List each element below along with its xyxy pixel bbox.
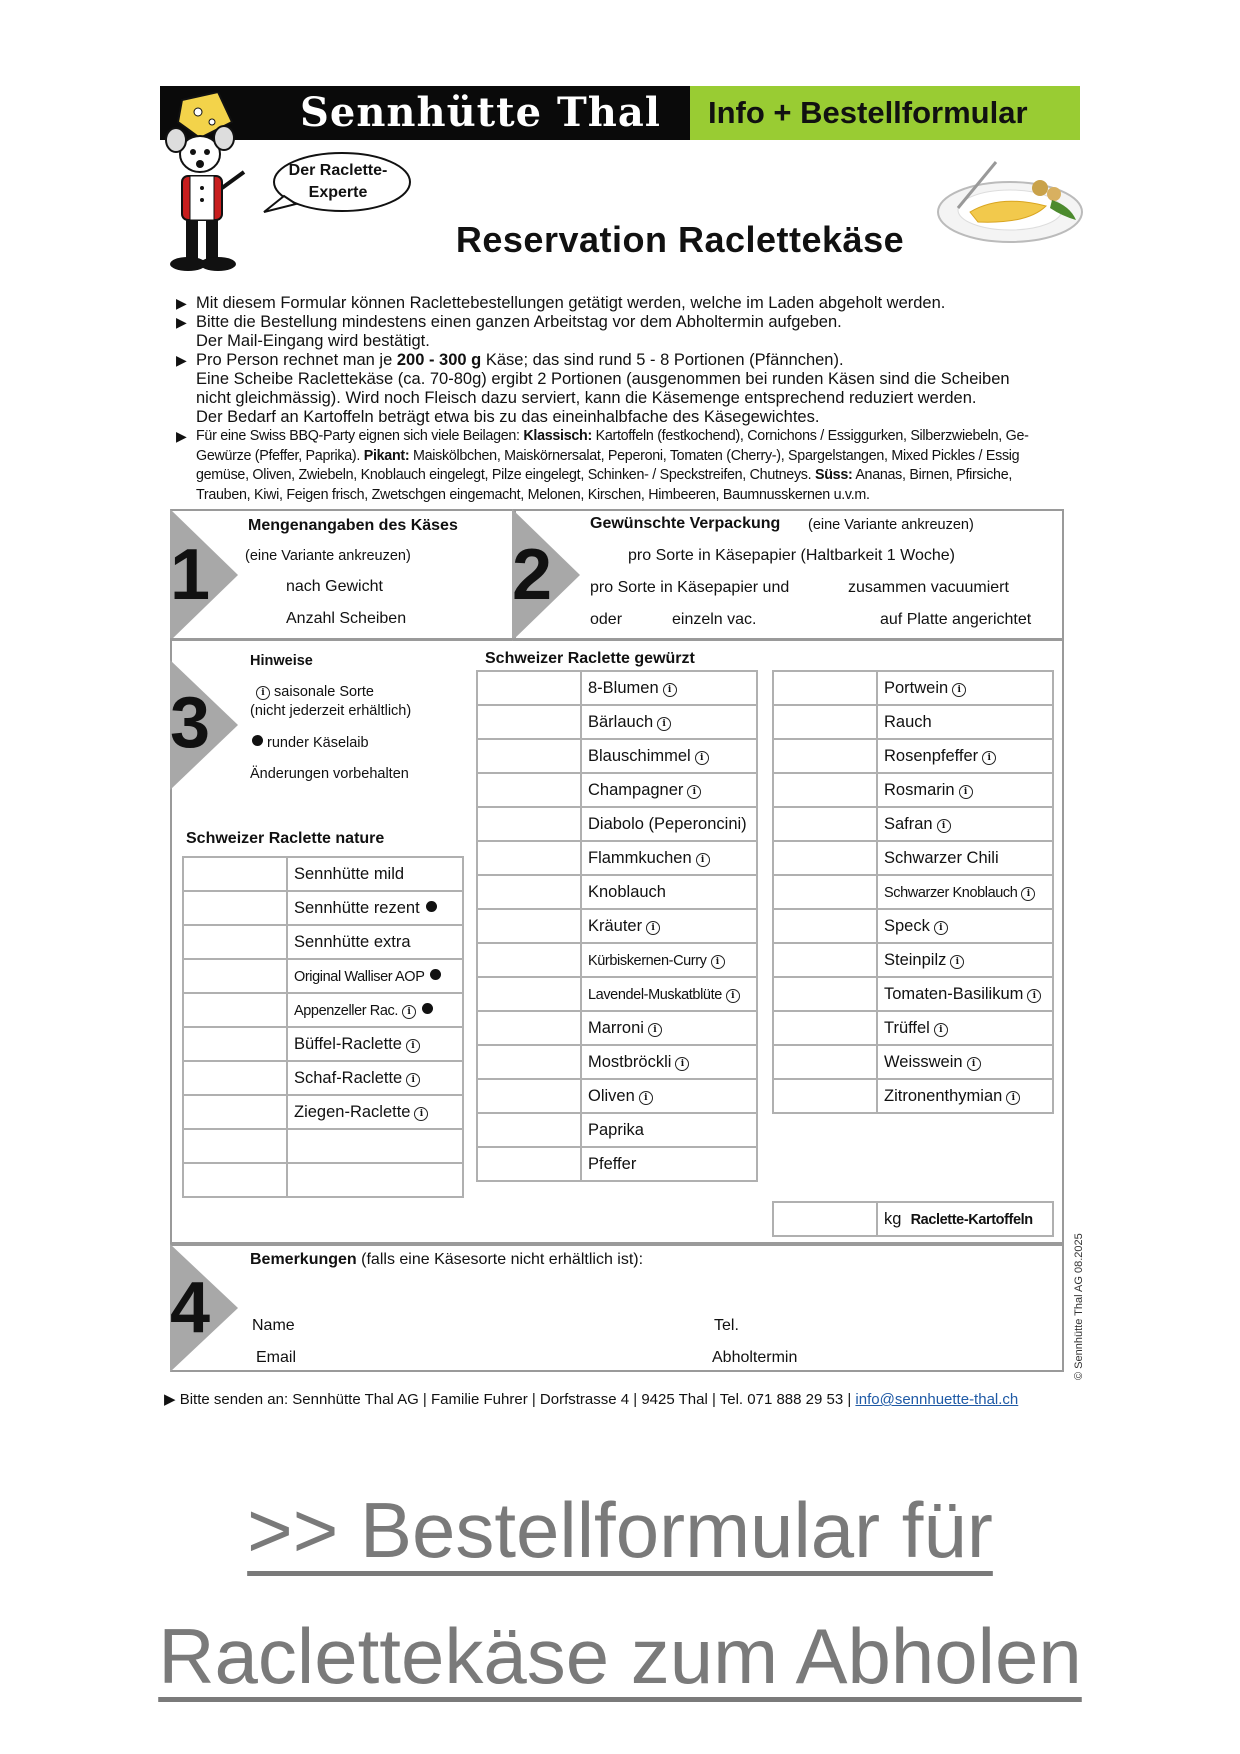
cheese-name: Portwein xyxy=(884,678,949,697)
bubble-line-2: Experte xyxy=(308,184,368,201)
cheese-label xyxy=(287,1163,463,1197)
intro-text: ▶ Mit diesem Formular können Raclettebestellungen getätigt werden, welche im Laden abgeholt werden. ▶ Bitte die Bestellung mindestens einen ganzen Arbeitstag vor dem Abholtermin aufgeben. Der Mail-Eingang wird bestätigt. ▶ Pro Person rechnet man je 200 - 300 g Käse; das sind rund 5 - 8 Portionen (Pfännchen). Eine Scheibe Raclettekäse (ca. 70-80g) ergibt 2 Portionen (ausgenommen bei runden Käsen sind die Scheiben nicht gleichmässig). Wird noch Fleisch dazu serviert, kann die Käsemenge entsprechend reduziert werden. Der Bedarf an Kartoffeln beträgt etwa bis zu das eineinhalbfache des Käsegewichtes. ▶ Für eine Swiss BBQ-Party eignen sich viele Beilagen: Klassisch: Kartoffeln (festkochend), Cornichons / Essiggurken, Silberzwiebeln, Ge- Gewürze (Pfeffer, Paprika). Pikant: Maiskölbchen, Maiskörnersalat, Peperoni, Tomaten (Cherry-), Spargelstangen, Mixed Pickles / Essig gemüse, Oliven, Zwiebeln, Knoblauch eingelegt, Pilze eingelegt, Schinken- / Speckstreifen, Chutneys. Süss: Ananas, Birnen, Pfirsiche, Trauben, Kiwi, Feigen frisch, Zwetschgen eingemacht, Melonen, Kirschen, Himbeeren, Baumnusskernen u.v.m. xyxy=(176,294,1029,503)
table-row xyxy=(183,857,463,891)
quantity-input[interactable] xyxy=(477,943,581,977)
round-wheel-icon xyxy=(426,901,437,912)
order-form-link-line-2[interactable] xyxy=(0,1606,1240,1706)
bemerkungen-label xyxy=(250,1250,643,1270)
cheese-name: Steinpilz xyxy=(884,950,947,969)
cheese-name: Ziegen-Raclette xyxy=(294,1102,411,1121)
quantity-input[interactable] xyxy=(773,773,877,807)
cheese-name: Schaf-Raclette xyxy=(294,1068,403,1087)
intro-bullet-3-line-2: Eine Scheibe Raclettekäse (ca. 70-80g) ergibt 2 Portionen (ausgenommen bei runden Käsen sind die Scheiben xyxy=(196,370,1010,388)
cheese-label xyxy=(877,977,1053,1011)
quantity-input[interactable] xyxy=(477,807,581,841)
quantity-input[interactable] xyxy=(773,1202,877,1236)
cheese-label xyxy=(877,909,1053,943)
nature-table xyxy=(182,856,464,1198)
page-title: Reservation Raclettekäse xyxy=(455,219,905,260)
section-1-number: 1 xyxy=(170,535,211,615)
cheese-label xyxy=(287,857,463,891)
cheese-label xyxy=(877,943,1053,977)
order-form-link-line-1[interactable] xyxy=(0,1480,1240,1580)
table-row xyxy=(773,1045,1053,1079)
cheese-label xyxy=(287,1027,463,1061)
bemerkungen-hint: (falls eine Käsesorte nicht erhältlich ist): xyxy=(361,1251,644,1268)
kartoffeln-table xyxy=(772,1201,1054,1237)
table-row xyxy=(183,1129,463,1163)
info-icon: i xyxy=(406,1039,420,1053)
info-icon: i xyxy=(959,785,973,799)
cheese-name: Sennhütte rezent xyxy=(294,898,420,917)
info-icon: i xyxy=(657,717,671,731)
round-wheel-icon xyxy=(422,1003,433,1014)
intro-bullet-4-e: gemüse, Oliven, Zwiebeln, Knoblauch eingelegt, Pilze eingelegt, Schinken- / Speckstreifen, Chutneys. xyxy=(196,467,815,483)
quantity-input[interactable] xyxy=(773,841,877,875)
table-row xyxy=(773,977,1053,1011)
table-row xyxy=(477,739,757,773)
order-form-link-text-2[interactable]: Raclettekäse zum Abholen xyxy=(158,1612,1082,1700)
table-row xyxy=(477,1045,757,1079)
info-icon: i xyxy=(726,989,740,1003)
kg-unit: kg xyxy=(884,1209,902,1228)
info-icon: i xyxy=(982,751,996,765)
tel-field[interactable] xyxy=(760,1312,1050,1338)
cheese-label xyxy=(877,841,1053,875)
cheese-label xyxy=(877,1079,1053,1113)
table-row xyxy=(773,1011,1053,1045)
quantity-input[interactable] xyxy=(477,773,581,807)
cheese-label xyxy=(581,1011,757,1045)
cheese-label xyxy=(877,739,1053,773)
quantity-input[interactable] xyxy=(477,909,581,943)
table-row xyxy=(477,705,757,739)
cheese-label xyxy=(581,739,757,773)
section-3-number: 3 xyxy=(170,683,211,763)
quantity-input[interactable] xyxy=(477,705,581,739)
table-row xyxy=(477,807,757,841)
nature-title: Schweizer Raclette nature xyxy=(186,830,385,847)
option-zusammen-vacuumiert[interactable]: zusammen vacuumiert xyxy=(848,579,1009,596)
option-auf-platte[interactable]: auf Platte angerichtet xyxy=(880,611,1032,628)
section-1-hint: (eine Variante ankreuzen) xyxy=(245,548,411,564)
cheese-label xyxy=(287,1095,463,1129)
cheese-label xyxy=(877,1045,1053,1079)
table-row xyxy=(477,1079,757,1113)
kartoffeln-text: Raclette-Kartoffeln xyxy=(910,1211,1033,1228)
info-icon: i xyxy=(648,1023,662,1037)
table-row xyxy=(773,1202,1053,1236)
section-2-number: 2 xyxy=(512,535,553,615)
footer-email-link[interactable]: info@sennhuette-thal.ch xyxy=(855,1391,1019,1408)
table-row xyxy=(477,1147,757,1181)
round-wheel-icon xyxy=(430,969,441,980)
intro-bullet-1: Mit diesem Formular können Raclettebestellungen getätigt werden, welche im Laden abgeholt werden. xyxy=(196,294,946,312)
footer-arrow-icon: ▶ xyxy=(164,1391,180,1408)
option-pro-sorte-kaesepapier[interactable]: pro Sorte in Käsepapier (Haltbarkeit 1 Woche) xyxy=(628,547,955,564)
intro-bullet-3-line-3: nicht gleichmässig). Wird noch Fleisch dazu serviert, kann die Käsemenge entsprechend reduziert werden. xyxy=(196,389,977,407)
intro-bullet-4-g: Trauben, Kiwi, Feigen frisch, Zwetschgen eingemacht, Melonen, Kirschen, Himbeeren, Baumnusskernen u.v.m. xyxy=(196,486,870,503)
table-row xyxy=(773,875,1053,909)
info-icon: i xyxy=(696,853,710,867)
hinweise-title: Hinweise xyxy=(250,653,313,669)
table-row xyxy=(773,807,1053,841)
cheese-label xyxy=(877,807,1053,841)
cheese-name: Flammkuchen xyxy=(588,848,692,867)
cheese-name: Original Walliser AOP xyxy=(294,968,425,985)
gewuerzt-title: Schweizer Raclette gewürzt xyxy=(485,650,695,667)
info-icon: i xyxy=(675,1057,689,1071)
cheese-label xyxy=(581,705,757,739)
intro-pikant: Pikant: xyxy=(363,447,410,464)
info-icon: i xyxy=(646,921,660,935)
cheese-label xyxy=(287,1061,463,1095)
table-row xyxy=(477,773,757,807)
table-row xyxy=(773,671,1053,705)
info-icon: i xyxy=(950,955,964,969)
option-pro-sorte-und[interactable]: pro Sorte in Käsepapier und xyxy=(590,579,790,596)
quantity-input[interactable] xyxy=(183,1129,287,1163)
intro-bullet-2-cont: Der Mail-Eingang wird bestätigt. xyxy=(196,332,430,350)
note-aenderungen: Änderungen vorbehalten xyxy=(250,766,409,782)
cheese-label xyxy=(287,1129,463,1163)
cheese-label xyxy=(287,891,463,925)
quantity-input[interactable] xyxy=(183,1163,287,1197)
order-form-link-text-1[interactable]: >> Bestellformular für xyxy=(247,1486,993,1574)
gewuerzt-table-a xyxy=(476,670,758,1182)
kartoffeln-label xyxy=(877,1202,1053,1236)
cheese-name: Oliven xyxy=(588,1086,635,1105)
info-icon: i xyxy=(934,1023,948,1037)
cheese-label xyxy=(581,1079,757,1113)
table-row xyxy=(773,909,1053,943)
cheese-label xyxy=(877,671,1053,705)
table-row xyxy=(183,891,463,925)
table-row xyxy=(477,1011,757,1045)
table-row xyxy=(773,705,1053,739)
info-icon: i xyxy=(967,1057,981,1071)
cheese-label xyxy=(581,875,757,909)
table-row xyxy=(773,773,1053,807)
table-row xyxy=(477,841,757,875)
bubble-line-1: Der Raclette- xyxy=(288,162,388,179)
table-row xyxy=(183,959,463,993)
quantity-input[interactable] xyxy=(183,857,287,891)
option-anzahl-scheiben[interactable]: Anzahl Scheiben xyxy=(286,610,407,627)
quantity-input[interactable] xyxy=(773,1079,877,1113)
info-icon: i xyxy=(934,921,948,935)
cheese-name: Lavendel-Muskatblüte xyxy=(588,986,722,1003)
cheese-name: Safran xyxy=(884,814,933,833)
cheese-label xyxy=(287,959,463,993)
option-einzeln-vac[interactable]: einzeln vac. xyxy=(672,611,757,628)
bemerkungen-title: Bemerkungen xyxy=(250,1251,357,1268)
table-row xyxy=(773,1079,1053,1113)
cheese-label xyxy=(581,1113,757,1147)
info-icon: i xyxy=(256,686,270,700)
cheese-label xyxy=(877,705,1053,739)
option-nach-gewicht[interactable]: nach Gewicht xyxy=(286,578,383,595)
cheese-name: Rauch xyxy=(884,712,932,731)
info-icon: i xyxy=(1021,887,1035,901)
info-icon: i xyxy=(711,955,725,969)
cheese-label xyxy=(287,925,463,959)
quantity-input[interactable] xyxy=(773,943,877,977)
section-2-hint: (eine Variante ankreuzen) xyxy=(808,517,974,533)
cheese-name: Rosmarin xyxy=(884,780,955,799)
note-saisonal-sub: (nicht jederzeit erhältlich) xyxy=(250,703,412,719)
table-row xyxy=(773,739,1053,773)
cheese-name: Zitronenthymian xyxy=(884,1086,1003,1105)
intro-suess: Süss: xyxy=(815,467,853,483)
quantity-input[interactable] xyxy=(183,1095,287,1129)
table-row xyxy=(183,925,463,959)
bemerkungen-field[interactable] xyxy=(250,1274,1050,1312)
intro-klassisch: Klassisch: xyxy=(523,428,592,444)
section-1-title: Mengenangaben des Käses xyxy=(248,517,458,534)
cheese-label xyxy=(877,875,1053,909)
cheese-name: Schwarzer Knoblauch xyxy=(884,884,1018,901)
quantity-input[interactable] xyxy=(477,1045,581,1079)
quantity-input[interactable] xyxy=(477,1079,581,1113)
info-icon: i xyxy=(695,751,709,765)
table-row xyxy=(183,1027,463,1061)
quantity-input[interactable] xyxy=(183,1027,287,1061)
cheese-name: Bärlauch xyxy=(588,712,654,731)
footer-text: Bitte senden an: Sennhütte Thal AG | Familie Fuhrer | Dorfstrasse 4 | 9425 Thal | Tel. 071 888 29 53 | xyxy=(179,1391,856,1408)
quantity-input[interactable] xyxy=(183,959,287,993)
option-oder-label: oder xyxy=(590,611,623,628)
cheese-label xyxy=(581,1045,757,1079)
cheese-name: Sennhütte mild xyxy=(294,864,405,883)
note-runder-laib xyxy=(252,734,369,752)
info-icon: i xyxy=(1027,989,1041,1003)
copyright-vertical xyxy=(1068,1210,1088,1380)
brand-title: Sennhütte Thal xyxy=(300,89,661,136)
info-icon: i xyxy=(639,1091,653,1105)
name-label: Name xyxy=(252,1317,295,1334)
cheese-label xyxy=(581,841,757,875)
cheese-label xyxy=(287,993,463,1027)
info-title: Info + Bestellformular xyxy=(708,95,1028,130)
cheese-label xyxy=(581,943,757,977)
intro-bullet-3-pre: Pro Person rechnet man je xyxy=(196,351,397,369)
quantity-input[interactable] xyxy=(477,841,581,875)
info-icon: i xyxy=(1006,1091,1020,1105)
section-4-number: 4 xyxy=(170,1268,211,1348)
note-runder-laib-text: runder Käselaib xyxy=(267,735,369,751)
intro-bullet-3-bold: 200 - 300 g xyxy=(396,351,482,369)
intro-bullet-4-d: Maiskölbchen, Maiskörnersalat, Peperoni, Tomaten (Cherry-), Spargelstangen, Mixed Pickles / Essig xyxy=(409,447,1020,464)
cheese-name: Speck xyxy=(884,916,930,935)
quantity-input[interactable] xyxy=(773,875,877,909)
cheese-name: Blauschimmel xyxy=(588,746,691,765)
quantity-input[interactable] xyxy=(183,1061,287,1095)
tel-label: Tel. xyxy=(714,1317,739,1334)
quantity-input[interactable] xyxy=(773,1011,877,1045)
table-row xyxy=(477,977,757,1011)
quantity-input[interactable] xyxy=(183,891,287,925)
table-row xyxy=(477,943,757,977)
cheese-name: Schwarzer Chili xyxy=(884,848,999,867)
info-icon: i xyxy=(663,683,677,697)
table-row xyxy=(477,1113,757,1147)
cheese-name: Kürbiskernen-Curry xyxy=(588,952,707,969)
quantity-input[interactable] xyxy=(477,1011,581,1045)
quantity-input[interactable] xyxy=(477,739,581,773)
quantity-input[interactable] xyxy=(773,671,877,705)
abholtermin-field[interactable] xyxy=(810,1344,1050,1370)
table-row xyxy=(477,671,757,705)
quantity-input[interactable] xyxy=(477,1113,581,1147)
cheese-label xyxy=(581,807,757,841)
quantity-input[interactable] xyxy=(183,925,287,959)
cheese-label xyxy=(581,909,757,943)
cheese-label xyxy=(581,977,757,1011)
quantity-input[interactable] xyxy=(477,1147,581,1181)
info-icon: i xyxy=(402,1005,416,1019)
cheese-name: Sennhütte extra xyxy=(294,932,411,951)
info-icon: i xyxy=(406,1073,420,1087)
gewuerzt-table-b xyxy=(772,670,1054,1114)
quantity-input[interactable] xyxy=(477,875,581,909)
section-2-title: Gewünschte Verpackung xyxy=(590,515,781,532)
name-field[interactable] xyxy=(310,1312,700,1338)
quantity-input[interactable] xyxy=(773,705,877,739)
intro-bullet-3-post: Käse; das sind rund 5 - 8 Portionen (Pfännchen). xyxy=(481,351,844,369)
copyright-text: © Sennhütte Thal AG 08.2025 xyxy=(1073,1233,1085,1380)
cheese-name: Mostbröckli xyxy=(588,1052,672,1071)
cheese-name: Büffel-Raclette xyxy=(294,1034,402,1053)
cheese-label xyxy=(877,1011,1053,1045)
cheese-name: Knoblauch xyxy=(588,882,666,901)
quantity-input[interactable] xyxy=(773,739,877,773)
cheese-name: Weisswein xyxy=(884,1052,963,1071)
intro-bullet-3-line-4: Der Bedarf an Kartoffeln beträgt etwa bis zu das eineinhalbfache des Käsegewichtes. xyxy=(196,408,820,426)
cheese-name: Trüffel xyxy=(884,1018,930,1037)
cheese-label xyxy=(581,671,757,705)
cheese-name: 8-Blumen xyxy=(588,678,659,697)
round-wheel-icon xyxy=(252,735,263,746)
cheese-name: Pfeffer xyxy=(588,1154,637,1173)
cheese-name: Tomaten-Basilikum xyxy=(884,984,1024,1003)
quantity-input[interactable] xyxy=(773,909,877,943)
email-label: Email xyxy=(256,1349,297,1366)
cheese-name: Champagner xyxy=(588,780,684,799)
intro-bullet-4-a: Für eine Swiss BBQ-Party eignen sich viele Beilagen: xyxy=(196,428,524,444)
intro-bullet-2: Bitte die Bestellung mindestens einen ganzen Arbeitstag vor dem Abholtermin aufgeben. xyxy=(196,313,842,331)
cheese-label xyxy=(581,773,757,807)
info-icon: i xyxy=(414,1107,428,1121)
cheese-name: Rosenpfeffer xyxy=(884,746,979,765)
quantity-input[interactable] xyxy=(773,807,877,841)
cheese-name: Paprika xyxy=(588,1120,644,1139)
table-row xyxy=(477,909,757,943)
intro-bullet-4-b: Kartoffeln (festkochend), Cornichons / Essiggurken, Silberzwiebeln, Ge- xyxy=(591,428,1029,444)
cheese-name: Kräuter xyxy=(588,916,643,935)
note-saisonal-text: saisonale Sorte xyxy=(274,684,374,700)
table-row xyxy=(477,875,757,909)
table-row xyxy=(773,943,1053,977)
intro-bullet-4-f: Ananas, Birnen, Pfirsiche, xyxy=(852,467,1013,483)
speech-bubble-text xyxy=(270,160,406,206)
email-field[interactable] xyxy=(310,1344,700,1370)
abholtermin-label: Abholtermin xyxy=(712,1349,798,1366)
info-icon: i xyxy=(687,785,701,799)
info-icon: i xyxy=(952,683,966,697)
cheese-name: Marroni xyxy=(588,1018,644,1037)
cheese-label xyxy=(877,773,1053,807)
quantity-input[interactable] xyxy=(477,977,581,1011)
note-saisonal xyxy=(252,683,374,701)
cheese-name: Appenzeller Rac. xyxy=(294,1002,399,1019)
cheese-name: Diabolo (Peperoncini) xyxy=(588,814,747,833)
quantity-input[interactable] xyxy=(773,977,877,1011)
intro-bullet-4-c: Gewürze (Pfeffer, Paprika). xyxy=(196,447,364,464)
table-row xyxy=(183,1163,463,1197)
info-icon: i xyxy=(937,819,951,833)
table-row xyxy=(183,1061,463,1095)
table-row xyxy=(773,841,1053,875)
cheese-label xyxy=(581,1147,757,1181)
quantity-input[interactable] xyxy=(773,1045,877,1079)
table-row xyxy=(183,1095,463,1129)
table-row xyxy=(183,993,463,1027)
footer-address xyxy=(164,1390,1084,1410)
quantity-input[interactable] xyxy=(183,993,287,1027)
quantity-input[interactable] xyxy=(477,671,581,705)
